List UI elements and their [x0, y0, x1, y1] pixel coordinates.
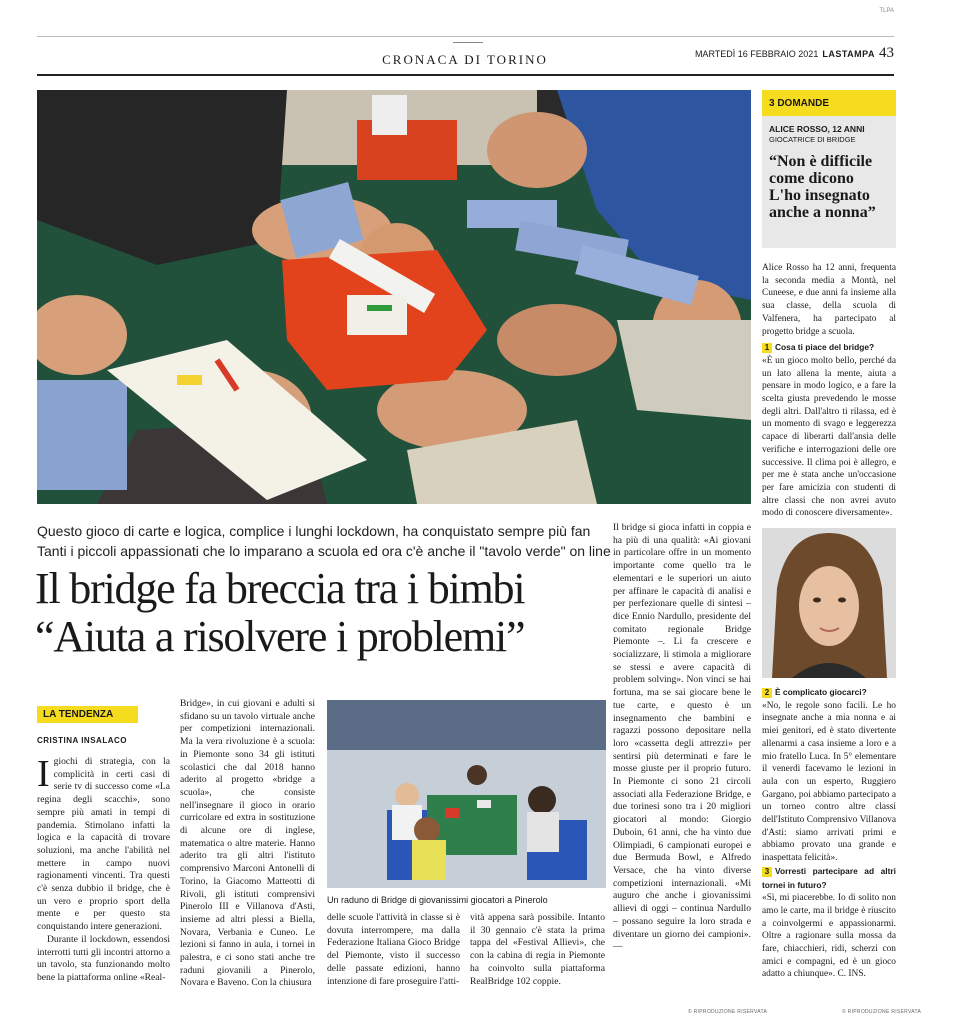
interviewee-role: GIOCATRICE DI BRIDGE — [769, 135, 856, 144]
paper-logo: LASTAMPA — [822, 49, 875, 59]
author: CRISTINA INSALACO — [37, 736, 127, 745]
tournament-photo — [327, 700, 606, 888]
question-3-text: Vorresti partecipare ad altri tornei in futuro? — [762, 865, 896, 890]
bridge-table-illustration — [37, 90, 751, 504]
interview-box — [762, 90, 896, 248]
article-column-4: vità appena sarà possibile. Intanto il 30 gennaio c'è stata la prima tappa del «Festival Allievi», che con la cabina di regia in Piemonte ha coinvolto sulla piattaforma RealBridge 102 coppie. — [470, 912, 605, 987]
article-column-3: delle scuole l'attività in classe si è dovuta interrompere, ma dalla Federazione Italiana Gioco Bridge del Piemonte, visto il successo delle passate edizioni, hanno intenzione di fare proseguire l'atti- — [327, 912, 460, 987]
youth-tournament-illustration — [327, 700, 606, 888]
interviewee-name: ALICE ROSSO, 12 ANNI — [769, 124, 865, 134]
interview-text-bottom — [762, 686, 896, 981]
question-number-1: 1 — [762, 343, 772, 353]
header-ornament — [453, 42, 483, 43]
question-2-text: È complicato giocarci? — [775, 687, 867, 697]
interview-badge: 3 DOMANDE — [762, 90, 896, 116]
interview-quote: “Non è difficile come dicono L'ho insegnato anche a nonna” — [769, 153, 876, 221]
article-column-5: Il bridge si gioca infatti in coppia e ha più di una qualità: «Ai giovani in particolare offre in un momento importante come quello tra le elementari e le superiori un aiuto per affinare le capacità di analisi e per perfezionare quelle di sintesi – dice Ennio Nardullo, presidente del comitato regionale Bridge Piemonte –. Li fa crescere e socializzare, li stimola a migliorare se stessi e avere capacità di problem solving». Non vinci se hai fortuna, ma se sai giocare bene le tue carte, e questo è un insegnamento che bambini e ragazzi possono depositare nella loro «cassetta degli attrezzi» per sentirsi più determinati e fare le mosse giuste per il proprio futuro. In Piemonte ci sono 21 circoli associati alla Federazione Bridge, e due torinesi sono tra i 20 migliori giocatori al mondo: Giorgio Duboin, 61 anni, che ha vinto due Olimpiadi, 6 campionati europei e due Bermuda Bowl, e Alfredo Versace, che ha vinto diverse competizioni internazionali. «Mi auguro che anche i giovanissimi allievi di oggi – continua Nardullo – possano seguire la loro strada e diventare un giorno dei campioni». — — [613, 522, 751, 953]
interviewee-photo — [762, 528, 896, 678]
corner-tag: TLPA — [879, 8, 894, 14]
interview-intro: Alice Rosso ha 12 anni, frequenta la seconda media a Montà, nel Cuneese, e due anni fa insieme alla sua classe, della scuola di Valfenera, ha partecipato al progetto bridge a scuola. — [762, 263, 896, 337]
subhead-2: Tanti i piccoli appassionati che lo imparano a scuola ed ora c'è anche il "tavolo verde" on line — [37, 543, 611, 559]
dropcap: I — [37, 753, 50, 795]
article-column-2: Bridge», in cui giovani e adulti si sfidano su un tavolo virtuale anche per competizioni internazionali. Ma la vera rivoluzione è a scuola: in Piemonte sono 34 gli istituti scolastici che dal 2018 hanno aderito al progetto «bridge a scuola», che consiste nell'insegnare il gioco in orario curricolare ed extra in sostituzione di alcune ore di inglese, matematica o altre materie. Hanno aderito tra gli altri l'istituto comprensivo Marconi Antonelli di Torino, la Giacomo Matteotti di Rivoli, gli istituti comprensivi Pinerolo III e Villanova d'Asti, insieme ad altri plessi a Biella, Novara, Verbania e Cuneo. Le lezioni si fanno in aula, i tornei in palestra, e ci sono stati anche tre raduni giovanili a Pinerolo, Novara e Baveno. Con la chiusura — [180, 698, 315, 989]
question-1 — [762, 341, 896, 355]
interview-copyright: © RIPRODUZIONE RISERVATA — [842, 1009, 922, 1015]
article-column-1-text: giochi di strategia, con la complicità in certi casi di serie tv di successo come «La regina degli scacchi», sono sempre più amati in tempi di pandemia. Stimolano infatti la logica e la capacità di trovare soluzioni, ma anche l'abilità nel mettere in campo nuovi ragionamenti vincenti. Tra questi c'è senza dubbio il bridge, che è un vero e proprio sport della mente e per questo sta conquistando intere generazioni. — [37, 756, 170, 933]
page-number: 43 — [879, 45, 894, 61]
kicker-badge: LA TENDENZA — [37, 706, 138, 723]
issue-date: MARTEDÌ 16 FEBBRAIO 2021 — [694, 49, 819, 59]
article-copyright: © RIPRODUZIONE RISERVATA — [688, 1009, 768, 1015]
answer-2: «No, le regole sono facili. Le ho insegnate anche a mia nonna e ai miei genitori, ed è stato divertente allenarmi a casa insieme a loro e a mio fratello Luca. In 5° elementare il venerdì facevamo le lezioni in aula con un esperto, Ruggiero Gargano, poi abbiamo partecipato a un torneo contro altre classi dell'Istituto Comprensivo Villanova d'Asti: siamo arrivati primi e abbiamo provato una grande e inaspettata felicità». — [762, 700, 896, 864]
question-1-text: Cosa ti piace del bridge? — [775, 342, 875, 353]
article-column-1-paragraph-2: Durante il lockdown, essendosi interrotti tutti gli incontri attorno a un tavolo, sta funzionando molto bene la piattaforma online «Real- — [37, 933, 170, 983]
photo-caption: Un raduno di Bridge di giovanissimi giocatori a Pinerolo — [327, 895, 548, 905]
answer-3: «Sì, mi piacerebbe. Io di solito non amo le carte, ma il bridge è riuscito a coinvolgermi e appassionarmi. Oltre a ragionare sulla mossa da fare, chiacchieri, ridi, scherzi con amici e compagni, ed è un gioco adatto a chiunque». C. INS. — [762, 893, 896, 980]
interview-text-top — [762, 262, 896, 520]
question-2 — [762, 686, 896, 700]
answer-1: «È un gioco molto bello, perché da un lato allena la mente, aiuta a pensare in modo logico, e a fare la scelta giusta prevedendo le mosse degli altri. Dall'altro ti rilassa, ed è un momento di svago e leggerezza capace di liberarti dall'ansia delle verifiche e interrogazioni delle ore successive. Il clima poi è allegro, e per me è stata anche un'occasione per fare amicizia con studenti di altre classi che non avrei avuto modo di conoscere diversamente». — [762, 355, 896, 519]
girl-portrait — [762, 528, 896, 678]
section-title: CRONACA DI TORINO — [382, 52, 548, 67]
question-3 — [762, 865, 896, 892]
header-thick-rule — [37, 74, 894, 76]
main-photo — [37, 90, 751, 504]
question-number-2: 2 — [762, 688, 772, 698]
interview-header — [762, 116, 896, 248]
headline-line-1: Il bridge fa breccia tra i bimbi — [35, 564, 525, 613]
date-line — [695, 45, 894, 62]
article-column-1 — [37, 753, 170, 985]
question-number-3: 3 — [762, 867, 772, 877]
header-rule — [37, 36, 894, 37]
headline-line-2: “Aiuta a risolvere i problemi” — [35, 612, 525, 661]
subhead-1: Questo gioco di carte e logica, complice i lunghi lockdown, ha conquistato sempre più fan — [37, 523, 591, 539]
